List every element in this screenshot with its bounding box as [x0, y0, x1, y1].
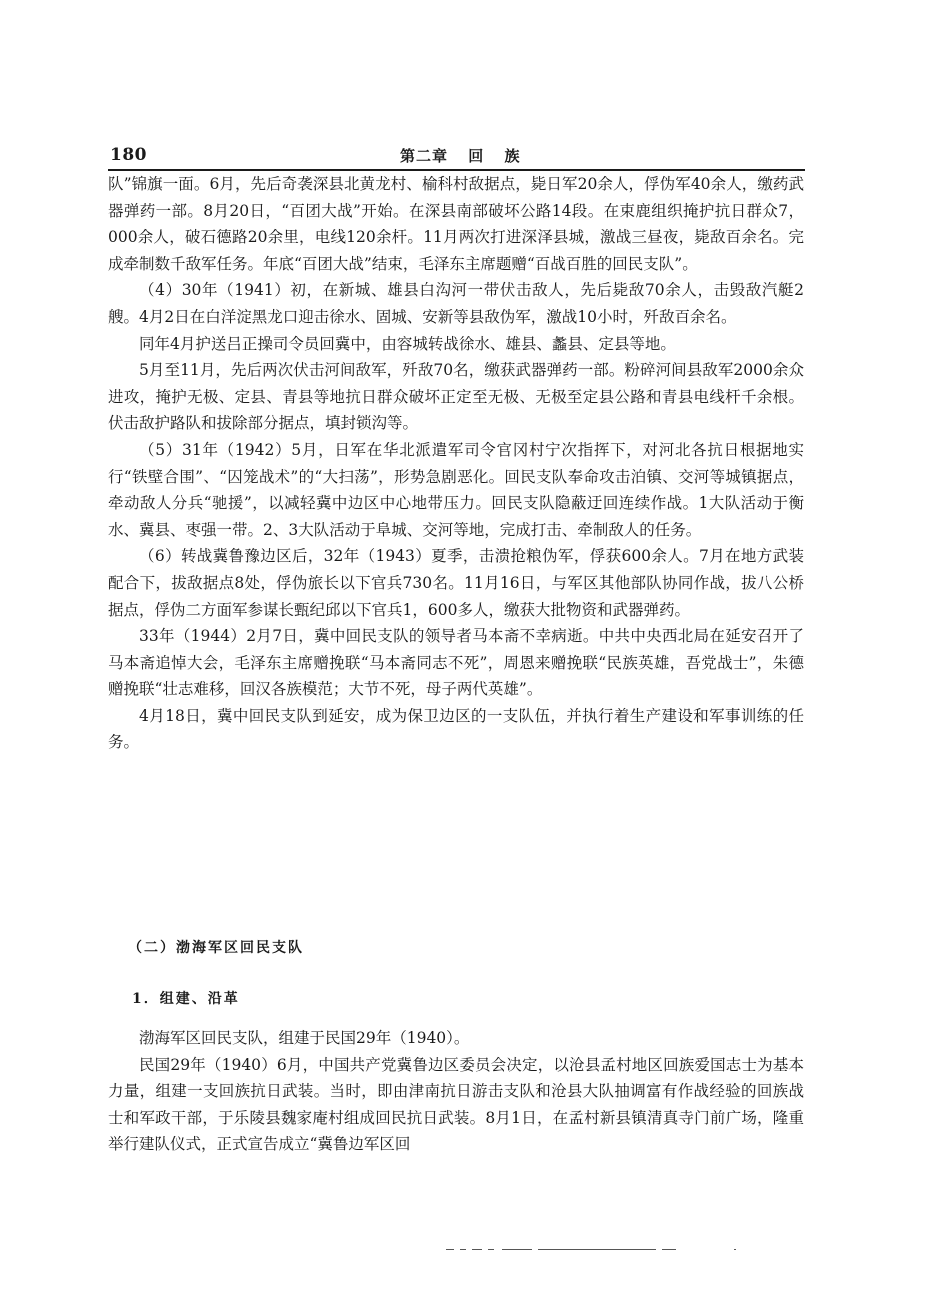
paragraph-10: 民国29年（1940）6月，中国共产党冀鲁边区委员会决定，以沧县孟村地区回族爱国志士为基本力量，组建一支回族抗日武装。当时，即由津南抗日游击支队和沧县大队抽调富有作战经验的回族战士和军政干部，于乐陵县魏家庵村组成回民抗日武装。8月1日，在孟村新县镇清真寺门前广场，隆重举行建队仪式，正式宣告成立“冀鲁边军区回	[108, 1055, 804, 1154]
section-heading: （二）渤海军区回民支队	[128, 940, 304, 956]
scan-artifact-line	[446, 1249, 736, 1252]
page-header	[108, 143, 803, 169]
paragraph-4: 5月至11月，先后两次伏击河间敌军，歼敌70名，缴获武器弹药一部。粉碎河间县敌军2000余众进攻，掩护无极、定县、青县等地抗日群众破坏正定至无极、无极至定县公路和青县电线杆千余根。伏击敌护路队和拔除部分据点，填封锁沟等。	[108, 361, 804, 433]
paragraph-2: （4）30年（1941）初，在新城、雄县白沟河一带伏击敌人，先后毙敌70余人，击毁敌汽艇2艘。4月2日在白洋淀黑龙口迎击徐水、固城、安新等县敌伪军，激战10小时，歼敌百余名。	[108, 281, 804, 326]
paragraph-9: 渤海军区回民支队，组建于民国29年（1940）。	[139, 1029, 470, 1047]
paragraph-3: 同年4月护送吕正操司令员回冀中，由容城转战徐水、雄县、蠡县、定县等地。	[139, 334, 676, 353]
page-number: 180	[110, 145, 147, 165]
paragraph-8: 4月18日，冀中回民支队到延安，成为保卫边区的一支队伍，并执行着生产建设和军事训练的任务。	[108, 706, 804, 752]
paragraph-5: （5）31年（1942）5月，日军在华北派遣军司令官冈村宁次指挥下，对河北各抗日根据地实行“铁壁合围”、“囚笼战术”的“大扫荡”，形势急剧恶化。回民支队奉命攻击泊镇、交河等城镇据点，牵动敌人分兵“驰援”，以减轻冀中边区中心地带压力。回民支队隐蔽迂回连续作战。1大队活动于衡水、冀县、枣强一带。2、3大队活动于阜城、交河等地，完成打击、牵制敌人的任务。	[108, 440, 804, 539]
paragraph-7: 33年（1944）2月7日，冀中回民支队的领导者马本斋不幸病逝。中共中央西北局在延安召开了马本斋追悼大会，毛泽东主席赠挽联“马本斋同志不死”，周恩来赠挽联“民族英雄，吾党战士”，朱德赠挽联“壮志难移，回汉各族模范；大节不死，母子两代英雄”。	[108, 627, 804, 699]
running-head: 第二章 回 族	[400, 147, 521, 165]
paragraph-6: （6）转战冀鲁豫边区后，32年（1943）夏季，击溃抢粮伪军，俘获600余人。7月在地方武装配合下，拔敌据点8处，俘伪旅长以下官兵730名。11月16日，与军区其他部队协同作战，拔八公桥据点，俘伪二方面军参谋长甄纪邱以下官兵1，600多人，缴获大批物资和武器弹药。	[108, 547, 804, 619]
paragraph-1: 队”锦旗一面。6月，先后奇袭深县北黄龙村、榆科村敌据点，毙日军20余人，俘伪军40余人，缴药武器弹药一部。8月20日，“百团大战”开始。在深县南部破坏公路14段。在束鹿组织掩护抗日群众7，000余人，破石德路20余里，电线120余杆。11月两次打进深泽县城，激战三昼夜，毙敌百余名。完成牵制数千敌军任务。年底“百团大战”结束，毛泽东主席题赠“百战百胜的回民支队”。	[108, 175, 804, 273]
body-text-upper	[108, 171, 804, 756]
sub-heading: 1．组建、沿革	[132, 991, 240, 1007]
body-text-lower	[108, 1025, 804, 1158]
